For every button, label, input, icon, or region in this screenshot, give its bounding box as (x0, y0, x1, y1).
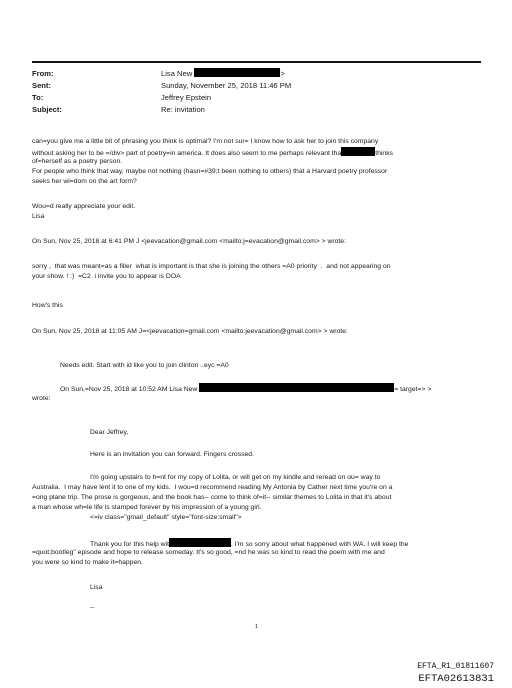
body-text: without asking her to be =/div> part of poetry=in america. It does also seem to me perhaps relevant tha (32, 150, 342, 157)
sent-label: Sent: (32, 81, 51, 90)
body-line: =quot;bootleg" episode and hope to release someday. It's so good, =nd he was so kind to read the poem with me and (32, 549, 385, 556)
body-line: <=iv class="gmail_default" style="font-size:small"> (90, 514, 242, 521)
page-number: 1 (255, 624, 259, 630)
to-label: To: (32, 93, 44, 102)
signature-dashes: -- (90, 604, 95, 611)
redaction-box (341, 147, 375, 156)
body-line: can=you give me a little bit of phrasing you think is optimal? I'm not sur= I know how to ask her to join this company (32, 138, 379, 145)
to-row (32, 92, 291, 104)
from-label: From: (32, 69, 54, 78)
sent-row (32, 80, 291, 92)
from-name: Lisa New (161, 69, 193, 78)
subject-label: Subject: (32, 105, 62, 114)
body-line: sorry , that was meant=as a filler what is important is that she is joining the others =A0 priority . and not appearing on (32, 263, 391, 270)
email-header (32, 68, 291, 116)
header-rule (32, 61, 481, 63)
body-line: Needs edit. Start with id like you to join clinton ..eyc =A0 (60, 362, 229, 369)
body-line: you were so kind to make it=happen. (32, 559, 143, 566)
signature: Lisa (90, 584, 103, 591)
bates-number-large: EFTA02613831 (418, 673, 494, 685)
body-line: How's this (32, 302, 63, 309)
from-row (32, 68, 291, 80)
bates-number-small: EFTA_R1_01811607 (417, 662, 494, 671)
body-line: your show. ! :) =C2 i invite you to appear is DOA (32, 273, 181, 280)
quote-header-text: = target=> > (394, 386, 432, 393)
body-line: Australia. I may have lent it to one of my kids. I wou=d recommend reading My Antonia by Cather next time you're on a (32, 484, 393, 491)
body-line: seeks her wi=dom on the art form? (32, 178, 137, 185)
quote-header: On Sun, Nov 25, 2018 at 11:05 AM J=<jeevacation=gmail.com <mailto:jeevacation@gmail.com> > wrote: (32, 328, 348, 335)
quote-wrote: wrote: (32, 395, 51, 402)
body-text: thinks (375, 150, 394, 157)
redaction-box (199, 383, 394, 392)
from-value: Lisa New > (161, 69, 285, 78)
sent-value: Sunday, November 25, 2018 11:46 PM (161, 81, 292, 90)
body-text: Thank you for this help wit (90, 541, 169, 548)
to-value: Jeffrey Epstein (161, 93, 212, 102)
greeting: Dear Jeffrey, (90, 429, 129, 436)
quote-header: On Sun, Nov 25, 2018 at 6:41 PM J <jeevacation@gmail.com <mailto:j=evacation@gmail.com> > wrote: (32, 238, 346, 245)
redaction-box (194, 68, 280, 77)
body-text: . I'm so sorry about what happened with WA. I will keep the (230, 541, 409, 548)
body-line: of=herself as a poetry person. (32, 158, 123, 165)
quote-header-text: On Sun,=Nov 25, 2018 at 10:52 AM Lisa New (60, 386, 198, 393)
body-line: Wou=d really appreciate your edit. (32, 203, 136, 210)
body-line: I'm going upstairs to h=nt for my copy of Lolita, or will get on my kindle and reread on ou= way to (90, 474, 381, 481)
body-line: a man whose wh=le life is stamped forever by his impression of a young girl. (32, 504, 262, 511)
signature: Lisa (32, 213, 45, 220)
body-line: Here is an invitation you can forward. Fingers crossed. (90, 451, 254, 458)
redaction-box (169, 538, 231, 547)
subject-value: Re: invitation (161, 105, 205, 114)
quote-header (60, 383, 431, 394)
body-line: For people who think that way, maybe not nothing (hasn=#39;t been nothing to others) that a Harvard poetry professor (32, 168, 388, 175)
subject-row (32, 104, 291, 116)
body-line: =ong plane trip. The prose is gorgeous, and the book has-- come to think of=it-- similar themes to Lolita in that it's about (32, 494, 392, 501)
